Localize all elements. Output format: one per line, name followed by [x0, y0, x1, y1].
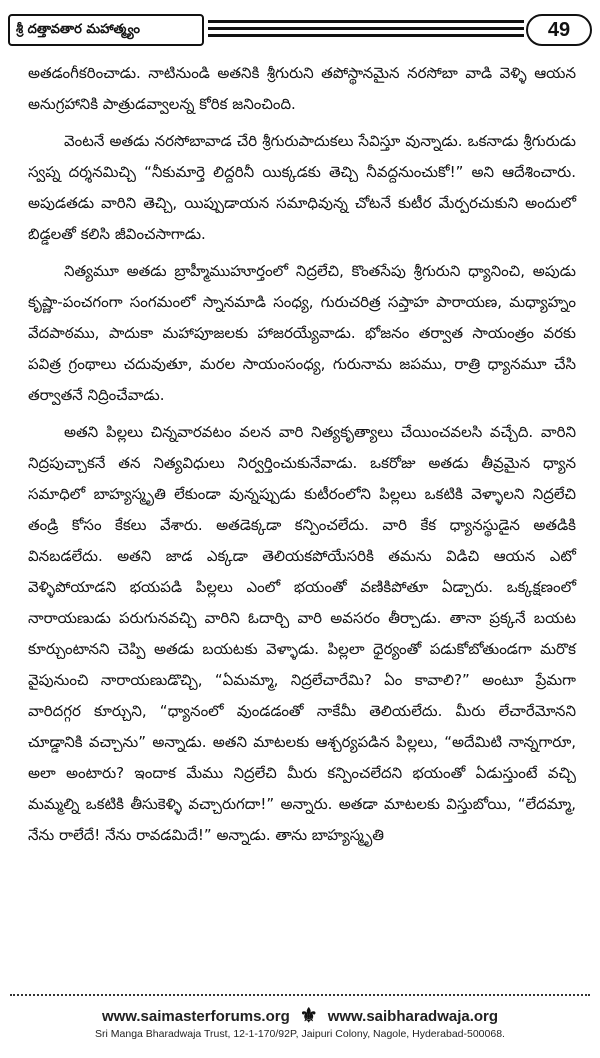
footer-site-right: www.saibharadwaja.org	[327, 1007, 499, 1025]
paragraph-3: నిత్యమూ అతడు బ్రాహ్మీముహూర్తంలో నిద్రలేచి, కొంతసేపు శ్రీగురుని ధ్యానించి, అపుడు కృష్ణా-పంచగంగా సంగమంలో స్నానమాడి సంధ్య, గురుచరిత్ర సప్తాహ పారాయణ, మధ్యాహ్నం వేదపాఠము, పాదుకా మహాపూజలకు హాజరయ్యేవాడు. భోజనం తర్వాత సాయంత్రం వరకు పవిత్ర గ్రంథాలు చదువుతూ, మరల సాయంసంధ్య, గురునామ జపము, రాత్రి ధ్యానమూ చేసి తర్వాతనే నిద్రించేవాడు.	[28, 262, 576, 404]
footer-divider	[10, 994, 590, 996]
book-title: శ్రీ దత్తావతార మహాత్మ్యం	[8, 14, 204, 46]
footer-address: Sri Manga Bharadwaja Trust, 12-1-170/92P, Jaipuri Colony, Nagole, Hyderabad-500068.	[95, 1028, 505, 1040]
page-header	[8, 14, 592, 50]
footer-sites	[0, 1006, 600, 1026]
paragraph-1: అతడంగీకరించాడు. నాటినుండి అతనికి శ్రీగురుని తపోస్థానమైన నరసోబా వాడి వెళ్ళి ఆయన అనుగ్రహానికి పాత్రుడవ్వాలన్న కోరిక జనించింది.	[28, 64, 576, 113]
paragraph-4: అతని పిల్లలు చిన్నవారవటం వలన వారి నిత్యకృత్యాలు చేయించవలసి వచ్చేది. వారిని నిద్రపుచ్చాకనే తన నిత్యవిధులు నిర్వర్తించుకునేవాడు. ఒకరోజు అతడు తీవ్రమైన ధ్యాన సమాధిలో బాహ్యస్మృతి లేకుండా వున్నప్పుడు కుటీరంలోని పిల్లలు ఒకటికి వెళ్ళాలని నిద్రలేచి తండ్రి కోసం కేకలు వేశారు. అతడెక్కడా కన్పించలేదు. వారి కేక ధ్యానస్థుడైన అతడికి వినబడలేదు. అతని జాడ ఎక్కడా తెలియకపోయేసరికి తమను విడిచి ఆయన ఎటో వెళ్ళిపోయాడని భయపడి పిల్లలు ఎంలో భయంతో వణికిపోతూ ఏడ్చారు. ఒక్కక్షణంలో నారాయణుడు పరుగునవచ్చి వారిని ఓదార్చి వారి అవసరం తీర్చాడు. తానా ప్రక్కనే బయట కూర్చుంటానని చెప్పి అతడు బయటకు వెళ్ళాడు. పిల్లలా ధైర్యంతో పడుకోబోతుండగా మరొక వైపునుంచి నారాయణుడొచ్చి, “ఏమమ్మా, నిద్రలేచారేమి? ఏం కావాలి?” అంటూ ప్రేమగా వారిదగ్గర కూర్చుని, “ధ్యానంలో వుండడంతో నాకేమీ తెలియలేదు. మీరు లేచారేమోనని చూడ్డానికి వచ్చాను” అన్నాడు. అతని మాటలకు ఆశ్చర్యపడిన పిల్లలు, “అదేమిటి నాన్నగారూ, అలా అంటారు? ఇందాక మేము నిద్రలేచి మీరు కన్పించలేదని భయంతో ఏడుస్తుంటే వచ్చి మమ్మల్ని ఒకటికి తీసుకెళ్ళి వచ్చారుగదా!” అన్నారు. అతడా మాటలకు విస్తుబోయి, “లేదమ్మా, నేను రాలేదే! నేను రావడమిదే!” అన్నాడు. తాను బాహ్యస్మృతి	[28, 423, 576, 844]
paragraph-2: వెంటనే అతడు నరసోబావాడ చేరి శ్రీగురుపాదుకలు సేవిస్తూ వున్నాడు. ఒకనాడు శ్రీగురుడు స్వప్న దర్శనమిచ్చి “నీకుమార్తె లిద్దరినీ యిక్కడకు తెచ్చి నీవద్దనుంచుకో!” అని ఆదేశించారు. అపుడతడు వారిని తెచ్చి, యిప్పుడాయన సమాధివున్న చోటనే కుటీర మేర్పరచుకుని అందులో బిడ్డలతో కలిసి జీవించసాగాడు.	[28, 132, 576, 243]
page-number: 49	[526, 14, 592, 46]
page-footer	[0, 1006, 600, 1040]
footer-site-left: www.saimasterforums.org	[101, 1007, 290, 1025]
header-rule-lines	[208, 20, 524, 42]
fleur-de-lis-icon: ⚜	[299, 1005, 318, 1027]
body-text	[28, 58, 576, 857]
